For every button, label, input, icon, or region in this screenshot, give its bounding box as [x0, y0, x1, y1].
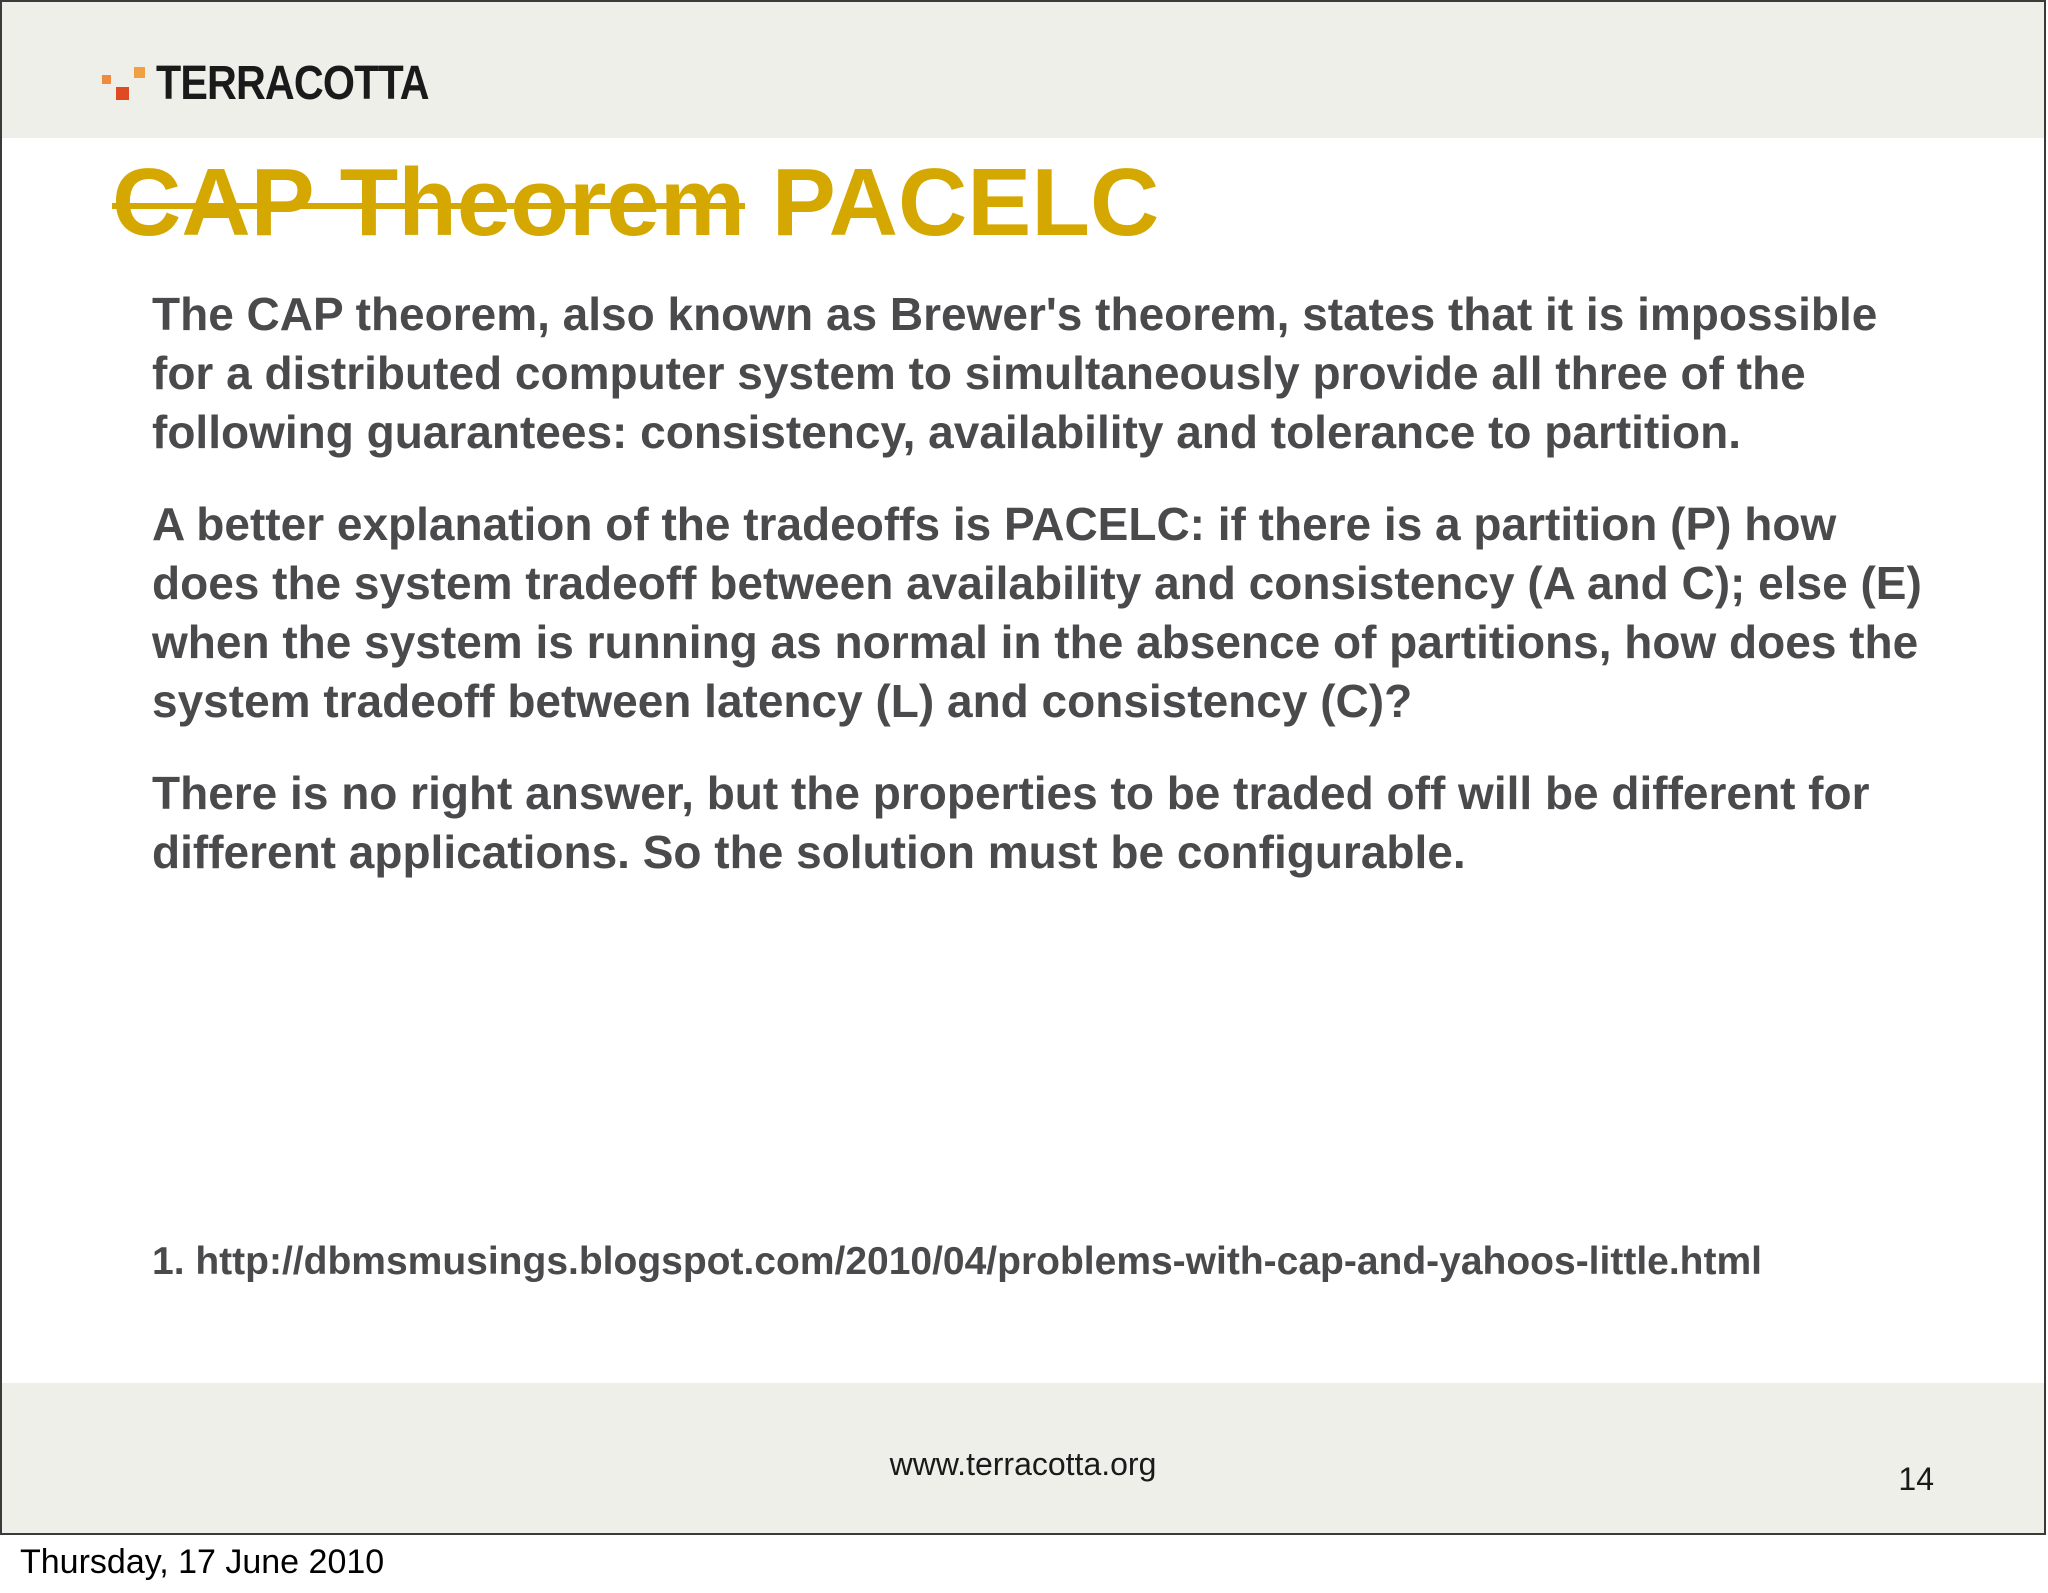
footnote-reference: 1. http://dbmsmusings.blogspot.com/2010/04/problems-with-cap-and-yahoos-little.html [152, 1240, 1763, 1283]
date-caption: Thursday, 17 June 2010 [20, 1543, 385, 1581]
body-content [152, 285, 1932, 915]
logo-text: TERRACOTTA [156, 56, 429, 110]
footer-url: www.terracotta.org [889, 1446, 1157, 1482]
paragraph: There is no right answer, but the properties to be traded off will be different for different applications. So the solution must be configurable. [152, 767, 1870, 878]
terracotta-logo [102, 58, 473, 108]
title-struck-text: CAP Theorem [112, 149, 746, 256]
page-number: 14 [1898, 1461, 1934, 1497]
slide-title [112, 150, 1159, 256]
title-current-text: PACELC [771, 149, 1160, 256]
paragraph: The CAP theorem, also known as Brewer's theorem, states that it is impossible for a distributed computer system to simultaneously provide all three of the following guarantees: consistency, availability and tolerance to partition. [152, 288, 1878, 458]
paragraph: A better explanation of the tradeoffs is PACELC: if there is a partition (P) how does the system tradeoff between availability and consistency (A and C); else (E) when the system is running as normal in the absence of partitions, how does the system tradeoff between latency (L) and consistency (C)? [152, 498, 1922, 727]
terracotta-logo-icon [102, 61, 146, 105]
